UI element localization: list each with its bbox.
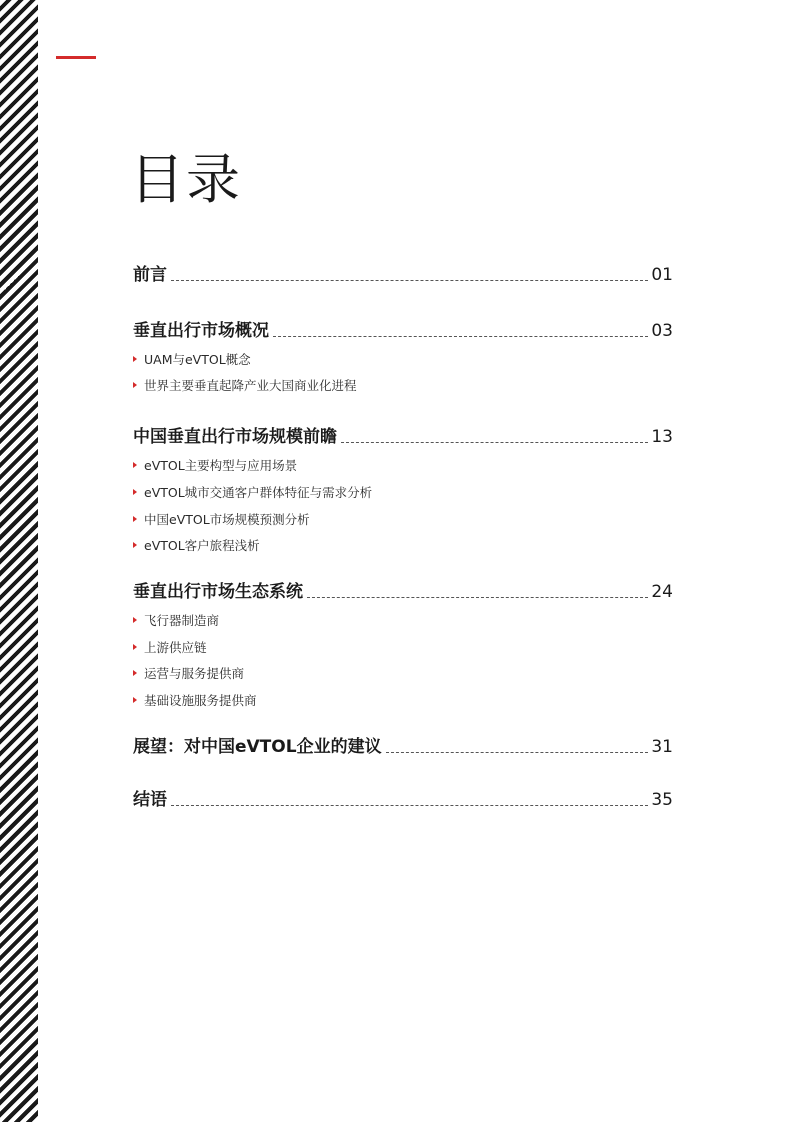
toc-entry-china-market-outlook[interactable]: [133, 424, 673, 448]
toc-subitem-label: 世界主要垂直起降产业大国商业化进程: [144, 378, 357, 393]
toc-page-number: 13: [651, 427, 673, 447]
toc-subitem[interactable]: [133, 456, 297, 474]
toc-entry-label: 中国垂直出行市场规模前瞻: [133, 427, 337, 447]
dotted-leader: [386, 752, 649, 753]
triangle-bullet-icon: [133, 670, 137, 676]
toc-subitem-label: eVTOL主要构型与应用场景: [144, 458, 298, 473]
page-title: 目录: [130, 148, 242, 211]
triangle-bullet-icon: [133, 697, 137, 703]
toc-entry-label: 前言: [133, 265, 167, 285]
triangle-bullet-icon: [133, 356, 137, 362]
triangle-bullet-icon: [133, 489, 137, 495]
striped-border: [0, 0, 38, 1122]
toc-entry-market-overview[interactable]: [133, 318, 673, 342]
toc-subitem[interactable]: [133, 350, 251, 368]
toc-entry-label: 展望：对中国eVTOL企业的建议: [133, 737, 382, 757]
toc-page-number: 31: [651, 737, 673, 757]
triangle-bullet-icon: [133, 542, 137, 548]
triangle-bullet-icon: [133, 516, 137, 522]
toc-page-number: 03: [651, 321, 673, 341]
toc-subitem[interactable]: [133, 691, 257, 709]
toc-subitem-label: 中国eVTOL市场规模预测分析: [144, 512, 310, 527]
toc-subitem-label: UAM与eVTOL概念: [144, 352, 251, 367]
dotted-leader: [171, 280, 648, 281]
toc-page-number: 24: [651, 582, 673, 602]
toc-subitem[interactable]: [133, 536, 260, 554]
toc-entry-label: 垂直出行市场概况: [133, 321, 269, 341]
toc-subitem[interactable]: [133, 510, 310, 528]
toc-subitem-label: 基础设施服务提供商: [144, 693, 257, 708]
toc-subitem[interactable]: [133, 376, 357, 394]
triangle-bullet-icon: [133, 382, 137, 388]
toc-subitem-label: eVTOL客户旅程浅析: [144, 538, 260, 553]
dotted-leader: [341, 442, 648, 443]
triangle-bullet-icon: [133, 462, 137, 468]
accent-bar: [56, 56, 96, 59]
toc-subitem-label: 飞行器制造商: [144, 613, 220, 628]
toc-subitem[interactable]: [133, 611, 219, 629]
toc-subitem[interactable]: [133, 664, 244, 682]
toc-entry-conclusion[interactable]: [133, 787, 673, 811]
toc-subitem[interactable]: [133, 638, 207, 656]
toc-entry-ecosystem[interactable]: [133, 579, 673, 603]
dotted-leader: [171, 805, 648, 806]
toc-subitem-label: 运营与服务提供商: [144, 666, 245, 681]
toc-subitem-label: 上游供应链: [144, 640, 207, 655]
toc-subitem-label: eVTOL城市交通客户群体特征与需求分析: [144, 485, 373, 500]
toc-page-number: 01: [651, 265, 673, 285]
toc-entry-outlook[interactable]: [133, 734, 673, 758]
toc-entry-label: 垂直出行市场生态系统: [133, 582, 303, 602]
dotted-leader: [273, 336, 648, 337]
toc-subitem[interactable]: [133, 483, 372, 501]
dotted-leader: [307, 597, 648, 598]
toc-entry-preface[interactable]: [133, 262, 673, 286]
triangle-bullet-icon: [133, 644, 137, 650]
triangle-bullet-icon: [133, 617, 137, 623]
toc-entry-label: 结语: [133, 790, 167, 810]
toc-page-number: 35: [651, 790, 673, 810]
